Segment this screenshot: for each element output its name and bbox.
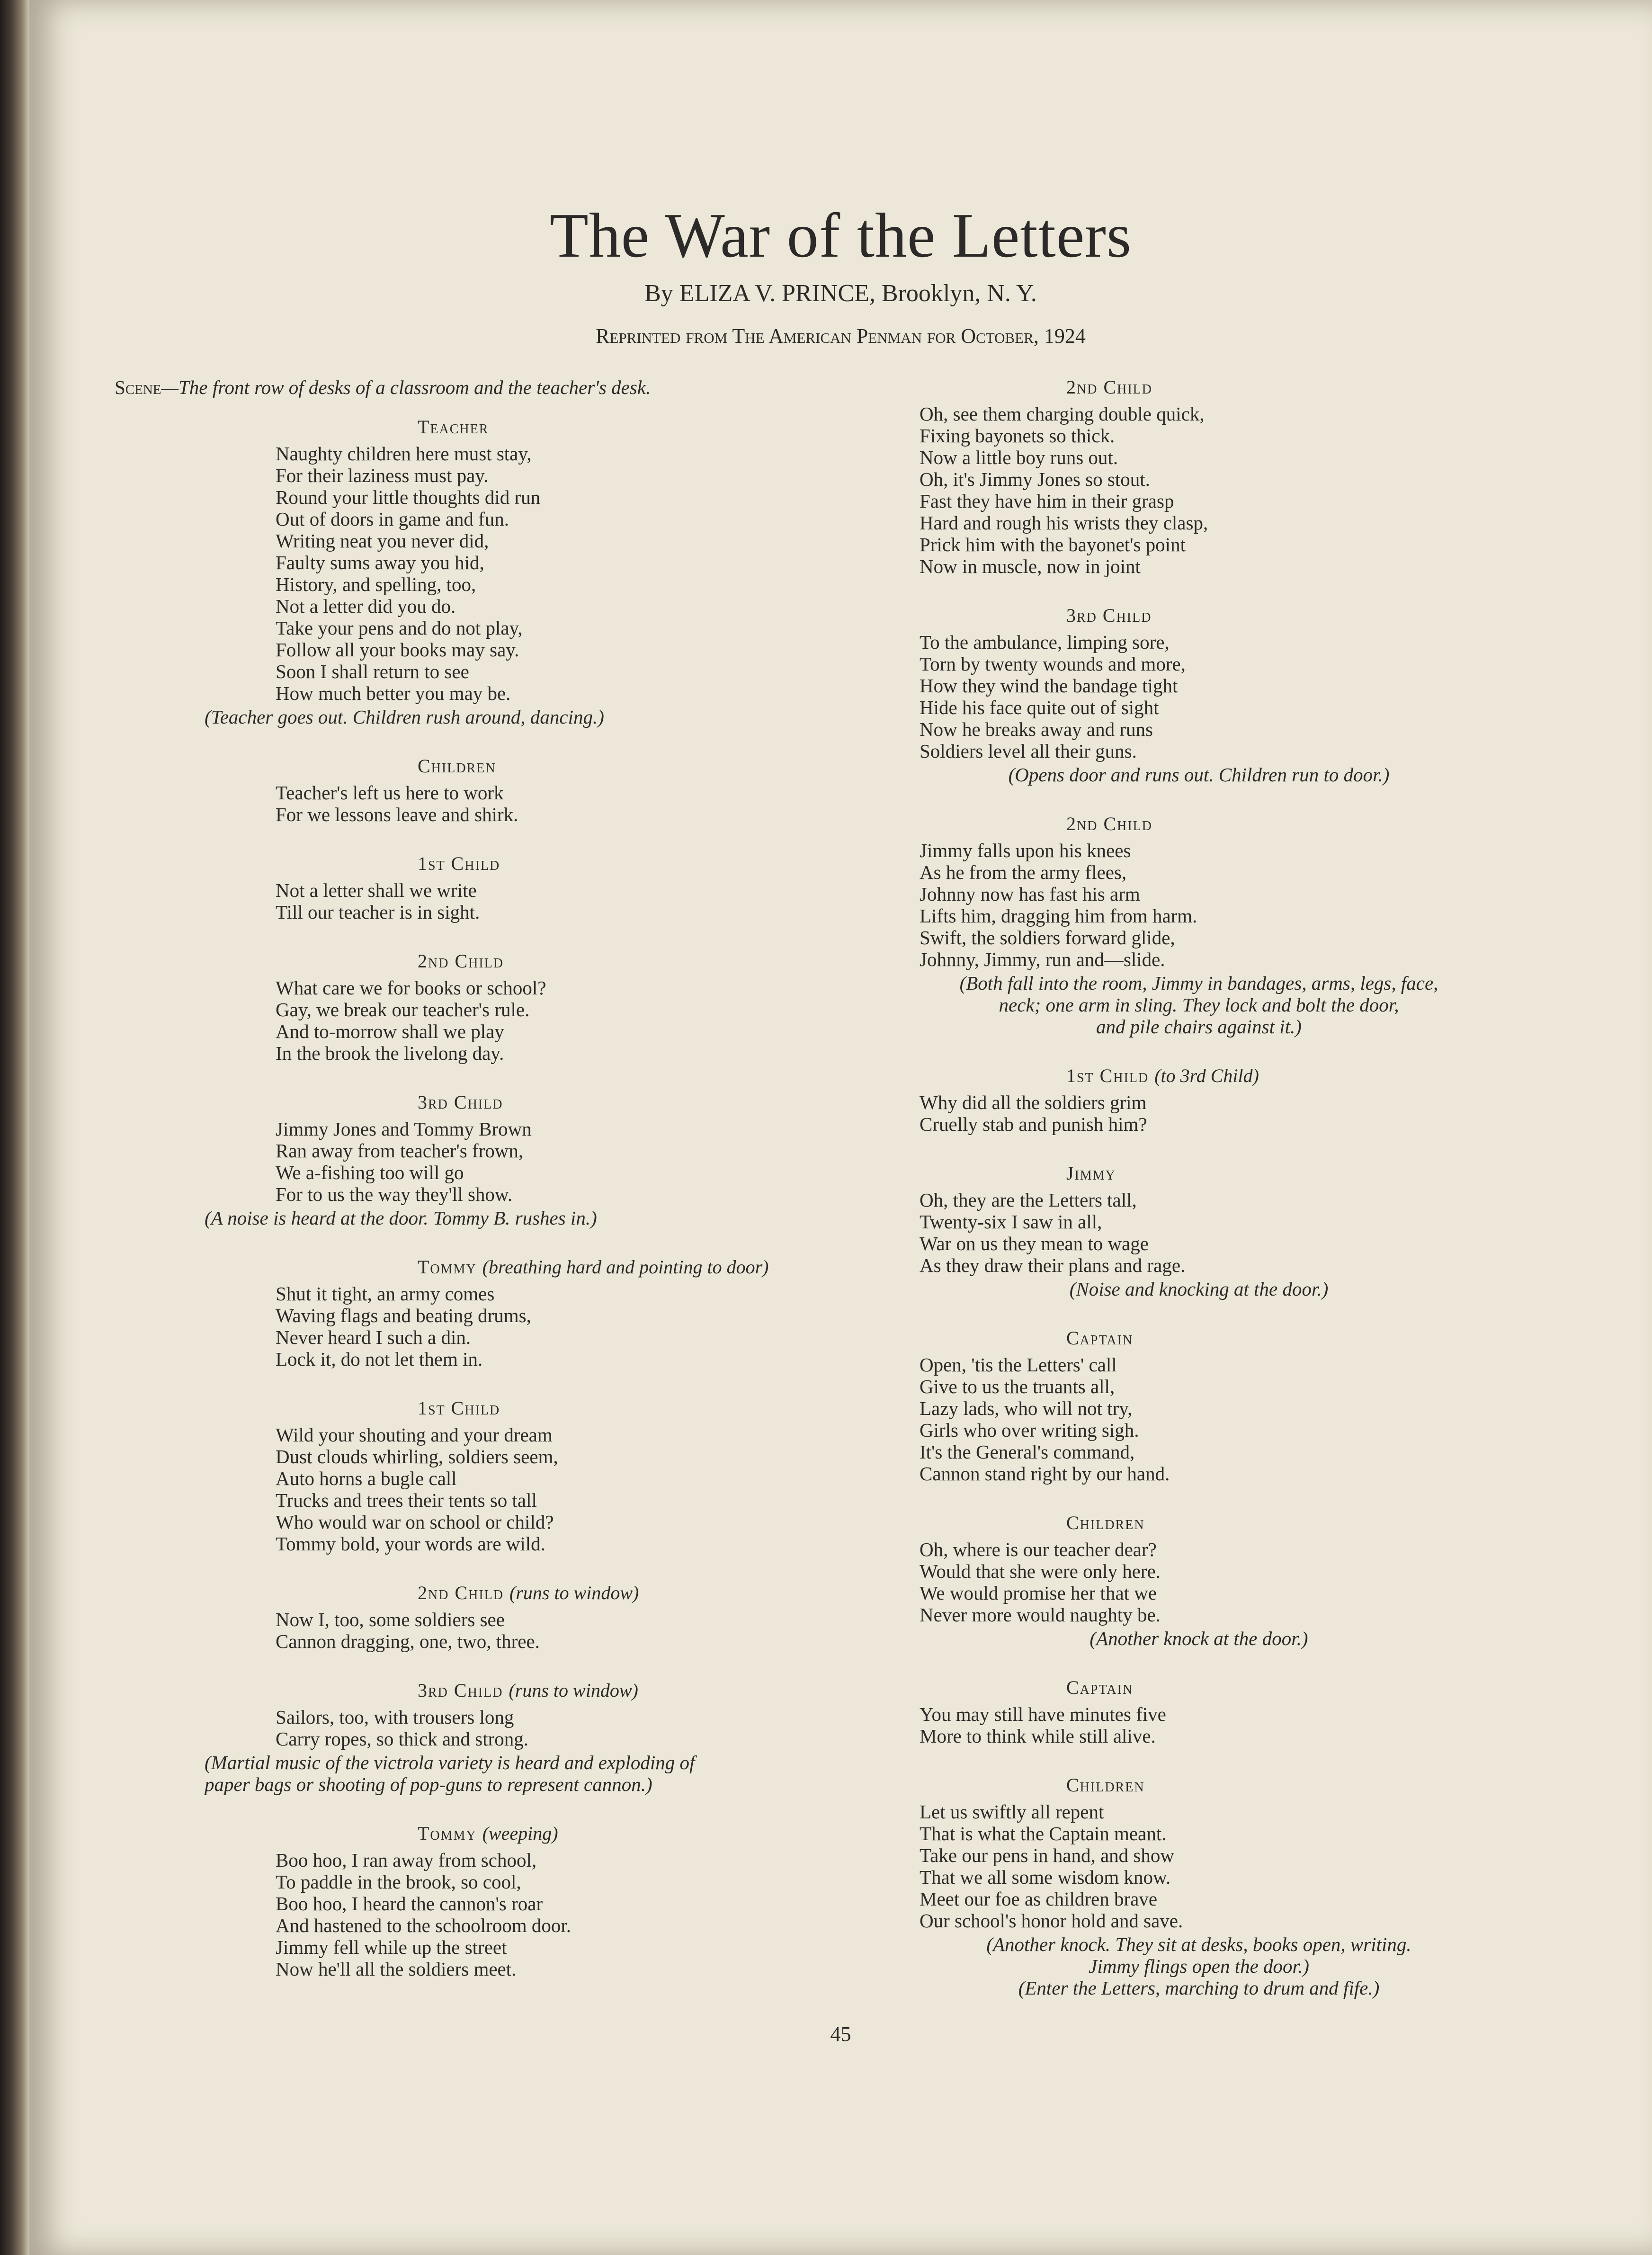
scene-text: —The front row of desks of a classroom and the teacher's desk. — [161, 376, 651, 398]
scene-description — [115, 376, 815, 398]
speaker-label — [115, 755, 815, 777]
dialogue-block — [115, 1680, 815, 1795]
verse-lines: Wild your shouting and your dream Dust clouds whirling, soldiers seem, Auto horns a bugle call Trucks and trees their tents so tall Who would war on school or child? Tommy bold, your words are wild. — [276, 1424, 558, 1555]
verse-lines: Naughty children here must stay, For their laziness must pay. Round your little thoughts did run Out of doors in game and fun. Writing neat you never did, Faulty sums away you hid, History, and spelling, too, Not a letter did you do. Take your pens and do not play, Follow all your books may say. Soon I shall return to see How much better you may be. — [276, 443, 541, 704]
speaker-name: Captain — [1066, 1327, 1134, 1349]
speaker-label — [115, 1256, 815, 1278]
speaker-label — [115, 1092, 815, 1113]
dialogue-block — [115, 1397, 815, 1555]
speaker-name: 2nd Child — [1066, 376, 1152, 398]
speaker-name: Captain — [1066, 1677, 1134, 1698]
dialogue-block — [115, 1582, 815, 1652]
verse-lines: Oh, they are the Letters tall, Twenty-six I saw in all, War on us they mean to wage As they draw their plans and rage. — [920, 1189, 1186, 1276]
speaker-label — [806, 1065, 1592, 1087]
verse-lines: You may still have minutes five More to think while still alive. — [920, 1703, 1166, 1747]
speaker-label — [115, 1823, 815, 1844]
verse-lines: What care we for books or school? Gay, we break our teacher's rule. And to-morrow shall we play In the brook the livelong day. — [276, 977, 546, 1064]
stage-direction: (A noise is heard at the door. Tommy B. rushes in.) — [205, 1207, 597, 1229]
stage-direction: (Opens door and runs out. Children run to door.) — [1008, 764, 1390, 786]
stage-direction: (Teacher goes out. Children rush around, dancing.) — [205, 706, 604, 728]
dialogue-block — [115, 1256, 815, 1370]
speaker-name: Teacher — [418, 416, 489, 438]
verse-lines: Sailors, too, with trousers long Carry ropes, so thick and strong. — [276, 1706, 529, 1750]
stage-direction: (Another knock. They sit at desks, books open, writing. Jimmy flings open the door.) (Enter the Letters, marching to drum and fife.) — [986, 1933, 1411, 1999]
left-column — [115, 376, 815, 2007]
page — [29, 0, 1652, 2255]
speaker-name: Tommy — [418, 1256, 477, 1278]
verse-lines: To the ambulance, limping sore, Torn by twenty wounds and more, How they wind the bandage tight Hide his face quite out of sight Now he breaks away and runs Soldiers level all their guns. — [920, 631, 1186, 762]
speaker-name: 3rd Child — [418, 1680, 503, 1701]
speaker-name: 3rd Child — [418, 1092, 503, 1113]
speaker-label — [115, 1397, 815, 1419]
verse-lines: Shut it tight, an army comes Waving flags and beating drums, Never heard I such a din. Lock it, do not let them in. — [276, 1283, 531, 1370]
verse-lines: Not a letter shall we write Till our teacher is in sight. — [276, 879, 480, 923]
dialogue-block — [115, 853, 815, 923]
verse-lines: Let us swiftly all repent That is what the Captain meant. Take our pens in hand, and show That we all some wisdom know. Meet our foe as children brave Our school's honor hold and save. — [920, 1801, 1183, 1932]
right-column — [806, 376, 1592, 2026]
speaker-name: Children — [418, 755, 496, 777]
speaker-label — [806, 1774, 1592, 1796]
page-title: The War of the Letters — [549, 200, 1132, 270]
speaker-direction: (to 3rd Child) — [1154, 1065, 1259, 1086]
verse-lines: Why did all the soldiers grim Cruelly stab and punish him? — [920, 1092, 1147, 1135]
scene-label: Scene — [115, 376, 161, 398]
dialogue-block — [115, 1092, 815, 1229]
book-spine — [0, 0, 29, 2255]
speaker-label — [806, 1327, 1592, 1349]
speaker-name: Jimmy — [1066, 1163, 1116, 1184]
verse-lines: Boo hoo, I ran away from school, To paddle in the brook, so cool, Boo hoo, I heard the cannon's roar And hastened to the schoolroom door. Jimmy fell while up the street Now he'll all the soldiers meet. — [276, 1849, 572, 1980]
stage-direction: (Both fall into the room, Jimmy in bandages, arms, legs, face, neck; one arm in sling. They lock and bolt the door, and pile chairs against it.) — [959, 972, 1438, 1038]
dialogue-block — [115, 416, 815, 728]
speaker-label — [806, 376, 1592, 398]
speaker-label — [115, 416, 815, 438]
speaker-label — [806, 605, 1592, 626]
speaker-label — [806, 813, 1592, 835]
dialogue-block — [806, 1163, 1592, 1300]
dialogue-block — [115, 1823, 815, 1980]
dialogue-block — [115, 755, 815, 825]
stage-direction: (Another knock at the door.) — [1089, 1628, 1308, 1649]
speaker-label — [806, 1163, 1592, 1184]
speaker-label — [115, 1680, 815, 1701]
dialogue-block — [806, 605, 1592, 786]
speaker-label — [115, 950, 815, 972]
dialogue-block — [115, 950, 815, 1064]
page-number: 45 — [830, 2022, 851, 2046]
speaker-label — [806, 1512, 1592, 1534]
verse-lines: Oh, where is our teacher dear? Would that she were only here. We would promise her that we Never more would naughty be. — [920, 1539, 1161, 1626]
speaker-label — [806, 1677, 1592, 1699]
speaker-direction: (weeping) — [482, 1823, 558, 1844]
verse-lines: Jimmy Jones and Tommy Brown Ran away from teacher's frown, We a-fishing too will go For to us the way they'll show. — [276, 1118, 532, 1205]
verse-lines: Oh, see them charging double quick, Fixing bayonets so thick. Now a little boy runs out. Oh, it's Jimmy Jones so stout. Fast they have him in their grasp Hard and rough his wrists they clasp, Prick him with the bayonet's point Now in muscle, now in joint — [920, 403, 1208, 577]
dialogue-block — [806, 1327, 1592, 1485]
speaker-direction: (breathing hard and pointing to door) — [482, 1256, 769, 1278]
speaker-name: 1st Child — [418, 853, 500, 874]
verse-lines: Open, 'tis the Letters' call Give to us the truants all, Lazy lads, who will not try, Girls who over writing sigh. It's the General's command, Cannon stand right by our hand. — [920, 1354, 1170, 1485]
speaker-direction: (runs to window) — [509, 1582, 639, 1603]
verse-lines: Jimmy falls upon his knees As he from the army flees, Johnny now has fast his arm Lifts him, dragging him from harm. Swift, the soldiers forward glide, Johnny, Jimmy, run and—slide. — [920, 840, 1197, 970]
speaker-name: 1st Child — [418, 1397, 500, 1419]
right-dialogue — [806, 376, 1592, 1999]
dialogue-block — [806, 1065, 1592, 1135]
speaker-name: Tommy — [418, 1823, 477, 1844]
stage-direction: (Noise and knocking at the door.) — [1069, 1278, 1329, 1300]
verse-lines: Now I, too, some soldiers see Cannon dragging, one, two, three. — [276, 1609, 540, 1652]
speaker-name: 1st Child — [1066, 1065, 1149, 1086]
reprint-note: Reprinted from The American Penman for October, 1924 — [596, 324, 1086, 348]
speaker-name: Children — [1066, 1774, 1145, 1796]
speaker-name: 3rd Child — [1066, 605, 1152, 626]
speaker-name: Children — [1066, 1512, 1145, 1533]
byline: By ELIZA V. PRINCE, Brooklyn, N. Y. — [644, 280, 1037, 307]
dialogue-block — [806, 1774, 1592, 1999]
dialogue-block — [806, 376, 1592, 577]
speaker-label — [115, 853, 815, 875]
verse-lines: Teacher's left us here to work For we lessons leave and shirk. — [276, 782, 518, 825]
dialogue-block — [806, 1677, 1592, 1747]
dialogue-block — [806, 1512, 1592, 1649]
speaker-label — [115, 1582, 815, 1604]
left-dialogue — [115, 416, 815, 1980]
dialogue-block — [806, 813, 1592, 1038]
speaker-name: 2nd Child — [418, 950, 504, 972]
speaker-name: 2nd Child — [418, 1582, 504, 1603]
speaker-name: 2nd Child — [1066, 813, 1152, 834]
stage-direction: (Martial music of the victrola variety is heard and exploding of paper bags or shooting of pop-guns to represent cannon.) — [205, 1752, 695, 1795]
speaker-direction: (runs to window) — [509, 1680, 638, 1701]
